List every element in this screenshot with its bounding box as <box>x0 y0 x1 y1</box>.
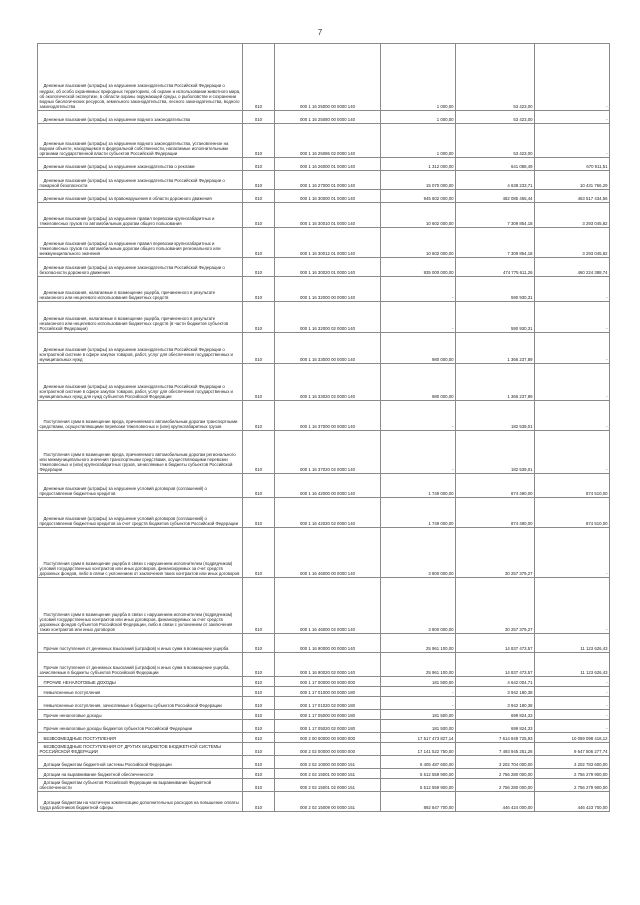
row-executed-cell: 30 257 379,27 <box>456 578 535 634</box>
row-unexecuted-cell: 3 293 045,82 <box>535 203 610 228</box>
row-name-cell <box>38 677 243 687</box>
row-kbk-cell: 000 2 02 10000 00 0000 151 <box>275 756 381 769</box>
row-executed-cell: 482 085 465,44 <box>456 190 535 203</box>
row-executed-cell: 446 424 000,00 <box>456 792 535 812</box>
table-row <box>38 498 610 528</box>
row-name-text: Денежные взыскания (штрафы) за нарушение законодательства Российской Федерации о недрах, об особо охраняемых природных территориях, об охране и использовании животного мира, об экологической экспертизе, в области охраны окружающей среды, о рыболовстве и сохранении водных биологических ресурсов, земельного законодательства, лесного законодательства, водного законодательства <box>39 83 241 110</box>
table-row <box>38 697 610 710</box>
table-row <box>38 687 610 697</box>
row-name-text: Прочие поступления от денежных взысканий (штрафов) и иных сумм в возмещение ущерба, зачисляемые в бюджеты субъектов Российской Федерации <box>39 665 230 676</box>
row-code-cell: 010 <box>243 710 275 720</box>
row-code-cell: 010 <box>243 474 275 498</box>
row-unexecuted-cell: - <box>535 431 610 474</box>
table-row <box>38 677 610 687</box>
row-name-cell <box>38 779 243 792</box>
table-row <box>38 743 610 756</box>
row-code-cell: 010 <box>243 302 275 333</box>
row-kbk-cell: 000 1 17 05000 00 0000 180 <box>275 710 381 720</box>
row-approved-cell: - <box>381 687 456 697</box>
row-name-cell <box>38 44 243 111</box>
row-executed-cell: 590 930,31 <box>456 302 535 333</box>
table-row <box>38 277 610 302</box>
row-executed-cell: 7 309 854,18 <box>456 203 535 228</box>
table-row <box>38 203 610 228</box>
row-name-text: Денежные взыскания (штрафы) за нарушение законодательства Российской Федерации о контрактной системе в сфере закупок товаров, работ, услуг для обеспечения государственных и муниципальных нужд <box>39 346 233 363</box>
row-name-text: Денежные взыскания (штрафы) за нарушение водного законодательства <box>43 117 191 123</box>
row-executed-cell: 874 490,00 <box>456 474 535 498</box>
row-code-cell: 010 <box>243 677 275 687</box>
row-name-cell <box>38 228 243 258</box>
table-row <box>38 653 610 677</box>
row-name-text: Поступления сумм в возмещение вреда, причиняемого автомобильным дорогам регионального или межмуниципального значения транспортными средствами, осуществляющими перевозки тяжеловесных и (или) крупногабаритных грузов, зачисляемые в бюджеты субъектов Российской Федерации <box>39 451 236 473</box>
row-code-cell: 010 <box>243 364 275 401</box>
row-kbk-cell: 000 1 16 30010 01 0000 140 <box>275 203 381 228</box>
row-kbk-cell: 000 2 02 15001 02 0000 151 <box>275 779 381 792</box>
row-approved-cell: 892 847 700,00 <box>381 792 456 812</box>
row-name-text: Денежные взыскания (штрафы) за нарушение правил перевозки крупногабаритных и тяжеловесных грузов по автомобильным дорогам общего пользования <box>39 216 215 227</box>
row-name-text: Денежные взыскания (штрафы) за нарушение законодательства Российской Федерации о контрактной системе в сфере закупок товаров, работ, услуг для обеспечения государственных и муниципальных нужд для нужд субъектов Российской Федерации <box>39 383 233 400</box>
row-executed-cell: 1 366 237,89 <box>456 364 535 401</box>
row-code-cell: 010 <box>243 44 275 111</box>
row-unexecuted-cell: - <box>535 710 610 720</box>
row-executed-cell: 590 930,31 <box>456 277 535 302</box>
row-name-text: Невыясненные поступления, зачисляемые в бюджеты субъектов Российской Федерации <box>43 703 222 709</box>
row-approved-cell: 1 749 000,00 <box>381 474 456 498</box>
row-kbk-cell: 000 1 16 33000 00 0000 140 <box>275 333 381 364</box>
row-name-text: Дотации бюджетам субъектов Российской Федерации на выравнивание бюджетной обеспеченности <box>39 780 212 791</box>
row-executed-cell: 3 942 180,38 <box>456 697 535 710</box>
row-name-cell <box>38 578 243 634</box>
row-kbk-cell: 000 1 17 05020 02 0000 180 <box>275 720 381 733</box>
row-code-cell: 010 <box>243 401 275 431</box>
table-row <box>38 124 610 158</box>
row-kbk-cell: 000 2 02 15009 00 0000 151 <box>275 792 381 812</box>
row-unexecuted-cell: 2 756 279 900,00 <box>535 769 610 779</box>
table-row <box>38 792 610 812</box>
row-kbk-cell: 000 1 16 46000 02 0000 140 <box>275 578 381 634</box>
table-row <box>38 779 610 792</box>
row-unexecuted-cell: 11 123 626,43 <box>535 634 610 653</box>
row-name-cell <box>38 171 243 190</box>
row-name-text: Денежные взыскания (штрафы) за нарушение законодательства Российской Федерации о пожарной безопасности <box>39 178 225 189</box>
row-code-cell: 010 <box>243 578 275 634</box>
row-approved-cell: 17 517 473 827,14 <box>381 733 456 743</box>
row-approved-cell: 6 405 487 600,00 <box>381 756 456 769</box>
row-unexecuted-cell: 9 647 506 277,74 <box>535 743 610 756</box>
row-executed-cell: 4 642 004,71 <box>456 677 535 687</box>
table-row <box>38 158 610 171</box>
row-executed-cell: 699 824,33 <box>456 720 535 733</box>
row-name-text: Невыясненные поступления <box>43 690 101 696</box>
row-name-cell <box>38 277 243 302</box>
row-code-cell: 010 <box>243 277 275 302</box>
row-name-text: Денежные взыскания (штрафы) за нарушение условий договоров (соглашений) о предоставлении бюджетных кредитов за счет средств бюджетов субъектов Российской Федерации <box>39 516 238 527</box>
row-name-text: Поступления сумм в возмещение вреда, причиняемого автомобильным дорогам транспортными средствами, осуществляющими перевозки тяжеловесных и (или) крупногабаритных грузов <box>39 419 238 430</box>
row-approved-cell: 980 000,00 <box>381 364 456 401</box>
row-kbk-cell: 000 1 16 90000 00 0000 140 <box>275 634 381 653</box>
row-kbk-cell: 000 1 16 26000 01 0000 140 <box>275 158 381 171</box>
row-approved-cell: 1 000,00 <box>381 44 456 111</box>
row-unexecuted-cell: 874 510,00 <box>535 474 610 498</box>
row-code-cell: 010 <box>243 634 275 653</box>
row-code-cell: 010 <box>243 756 275 769</box>
row-approved-cell: 25 961 100,00 <box>381 634 456 653</box>
revenue-table <box>37 43 610 812</box>
table-row <box>38 710 610 720</box>
row-unexecuted-cell: - <box>535 528 610 578</box>
row-kbk-cell: 000 1 16 30000 01 0000 140 <box>275 190 381 203</box>
row-executed-cell: 30 257 379,27 <box>456 528 535 578</box>
row-name-text: Прочие неналоговые доходы бюджетов субъектов Российской Федерации <box>43 726 192 732</box>
row-name-text: Прочие неналоговые доходы <box>43 713 102 719</box>
row-name-text: Денежные взыскания (штрафы) за нарушение условий договоров (соглашений) о предоставлении бюджетных кредитов <box>39 486 207 497</box>
row-executed-cell: 182 539,01 <box>456 431 535 474</box>
row-kbk-cell: 000 1 17 01000 00 0000 180 <box>275 687 381 697</box>
table-row <box>38 733 610 743</box>
row-code-cell: 010 <box>243 498 275 528</box>
row-unexecuted-cell: 3 202 783 600,00 <box>535 756 610 769</box>
row-executed-cell: 53 423,00 <box>456 124 535 158</box>
row-approved-cell: 1 000,00 <box>381 124 456 158</box>
row-executed-cell: 2 756 280 000,00 <box>456 779 535 792</box>
row-name-cell <box>38 733 243 743</box>
row-name-cell <box>38 697 243 710</box>
row-kbk-cell: 000 1 16 25080 00 0000 140 <box>275 111 381 124</box>
row-code-cell: 010 <box>243 733 275 743</box>
row-executed-cell: 874 490,00 <box>456 498 535 528</box>
row-approved-cell: - <box>381 697 456 710</box>
revenue-table-body <box>38 44 610 812</box>
row-code-cell: 010 <box>243 124 275 158</box>
row-unexecuted-cell: 10 431 766,29 <box>535 171 610 190</box>
row-name-cell <box>38 634 243 653</box>
row-unexecuted-cell: - <box>535 333 610 364</box>
row-code-cell: 010 <box>243 158 275 171</box>
row-unexecuted-cell: - <box>535 578 610 634</box>
row-kbk-cell: 000 1 17 01020 02 0000 180 <box>275 697 381 710</box>
table-row <box>38 258 610 277</box>
row-approved-cell: 980 000,00 <box>381 333 456 364</box>
row-name-cell <box>38 190 243 203</box>
row-name-cell <box>38 158 243 171</box>
row-kbk-cell: 000 1 16 25000 00 0000 140 <box>275 44 381 111</box>
row-unexecuted-cell: - <box>535 302 610 333</box>
row-code-cell: 010 <box>243 171 275 190</box>
row-kbk-cell: 000 1 16 32000 02 0000 140 <box>275 302 381 333</box>
row-name-text: Поступления сумм в возмещение ущерба в связи с нарушением исполнителем (подрядчиком) условий государственных контрактов или иных договоров, финансируемых за счет средств дорожных фондов субъектов Российской Федерации, либо в связи с уклонением от заключения таких контрактов или иных договоров <box>39 611 233 633</box>
row-executed-cell: 4 638 233,71 <box>456 171 535 190</box>
row-unexecuted-cell: - <box>535 720 610 733</box>
table-row <box>38 111 610 124</box>
row-approved-cell: 5 512 559 900,00 <box>381 779 456 792</box>
row-executed-cell: 3 202 704 000,00 <box>456 756 535 769</box>
table-row <box>38 756 610 769</box>
table-row <box>38 364 610 401</box>
row-kbk-cell: 000 1 16 32000 00 0000 140 <box>275 277 381 302</box>
table-row <box>38 333 610 364</box>
row-approved-cell: 3 800 000,00 <box>381 528 456 578</box>
row-executed-cell: 14 837 473,57 <box>456 653 535 677</box>
row-kbk-cell: 000 1 16 25086 02 0000 140 <box>275 124 381 158</box>
row-executed-cell: 53 423,00 <box>456 44 535 111</box>
row-code-cell: 010 <box>243 203 275 228</box>
row-code-cell: 010 <box>243 258 275 277</box>
row-executed-cell: 14 837 473,57 <box>456 634 535 653</box>
row-name-cell <box>38 474 243 498</box>
row-name-text: Прочие поступления от денежных взысканий (штрафов) и иных сумм в возмещение ущерба <box>43 646 229 652</box>
row-unexecuted-cell: - <box>535 277 610 302</box>
row-unexecuted-cell: - <box>535 677 610 687</box>
row-unexecuted-cell: - <box>535 401 610 431</box>
row-approved-cell: 1 000,00 <box>381 111 456 124</box>
row-kbk-cell: 000 1 16 33020 02 0000 140 <box>275 364 381 401</box>
row-name-cell <box>38 124 243 158</box>
row-code-cell: 010 <box>243 720 275 733</box>
row-unexecuted-cell: 10 059 098 416,12 <box>535 733 610 743</box>
row-name-text: БЕЗВОЗМЕЗДНЫЕ ПОСТУПЛЕНИЯ <box>43 736 116 742</box>
row-approved-cell: 3 800 000,00 <box>381 578 456 634</box>
row-name-cell <box>38 710 243 720</box>
row-name-cell <box>38 653 243 677</box>
row-approved-cell: 1 749 000,00 <box>381 498 456 528</box>
row-kbk-cell: 000 1 17 00000 00 0000 000 <box>275 677 381 687</box>
row-approved-cell: 10 602 000,00 <box>381 228 456 258</box>
row-code-cell: 010 <box>243 697 275 710</box>
row-code-cell: 010 <box>243 333 275 364</box>
row-approved-cell: - <box>381 401 456 431</box>
table-row <box>38 171 610 190</box>
table-row <box>38 474 610 498</box>
table-row <box>38 401 610 431</box>
row-approved-cell: - <box>381 277 456 302</box>
row-name-text: ПРОЧИЕ НЕНАЛОГОВЫЕ ДОХОДЫ <box>43 680 116 686</box>
row-name-cell <box>38 769 243 779</box>
row-approved-cell: 1 312 000,00 <box>381 158 456 171</box>
row-name-cell <box>38 743 243 756</box>
row-executed-cell: 474 775 611,26 <box>456 258 535 277</box>
row-approved-cell: - <box>381 431 456 474</box>
row-name-cell <box>38 364 243 401</box>
row-name-cell <box>38 528 243 578</box>
row-unexecuted-cell: - <box>535 364 610 401</box>
table-row <box>38 302 610 333</box>
table-row <box>38 720 610 733</box>
row-kbk-cell: 000 2 02 00000 00 0000 000 <box>275 743 381 756</box>
row-name-text: БЕЗВОЗМЕЗДНЫЕ ПОСТУПЛЕНИЯ ОТ ДРУГИХ БЮДЖЕТОВ БЮДЖЕТНОЙ СИСТЕМЫ РОССИЙСКОЙ ФЕДЕРАЦИИ <box>39 744 221 755</box>
row-name-cell <box>38 431 243 474</box>
row-unexecuted-cell: 874 510,00 <box>535 498 610 528</box>
row-approved-cell: 181 500,00 <box>381 720 456 733</box>
row-unexecuted-cell: - <box>535 111 610 124</box>
row-name-text: Денежные взыскания (штрафы) за правонарушения в области дорожного движения <box>43 196 212 202</box>
row-executed-cell: 182 539,01 <box>456 401 535 431</box>
row-name-cell <box>38 258 243 277</box>
row-name-cell <box>38 498 243 528</box>
row-unexecuted-cell: 446 423 700,00 <box>535 792 610 812</box>
table-row <box>38 228 610 258</box>
table-row <box>38 190 610 203</box>
row-code-cell: 010 <box>243 228 275 258</box>
row-unexecuted-cell: - <box>535 697 610 710</box>
row-unexecuted-cell: - <box>535 687 610 697</box>
row-approved-cell: 15 070 000,00 <box>381 171 456 190</box>
row-name-text: Поступления сумм в возмещение ущерба в связи с нарушением исполнителем (подрядчиком) условий государственных контрактов или иных договоров, финансируемых за счет средств дорожных фондов, либо в связи с уклонением от заключения таких контрактов или иных договоров <box>39 560 240 577</box>
row-name-cell <box>38 333 243 364</box>
row-kbk-cell: 000 1 16 30012 01 0000 140 <box>275 228 381 258</box>
row-approved-cell: 181 500,00 <box>381 710 456 720</box>
row-executed-cell: 699 824,33 <box>456 710 535 720</box>
row-approved-cell: 181 500,00 <box>381 677 456 687</box>
row-name-cell <box>38 792 243 812</box>
row-executed-cell: 7 614 949 725,93 <box>456 733 535 743</box>
table-row <box>38 769 610 779</box>
row-name-text: Дотации бюджетам на частичную компенсацию дополнительных расходов на повышение оплаты труда работников бюджетной сферы <box>39 800 239 811</box>
row-name-cell <box>38 687 243 697</box>
row-approved-cell: 945 602 000,00 <box>381 190 456 203</box>
row-unexecuted-cell: 11 123 626,43 <box>535 653 610 677</box>
row-code-cell: 010 <box>243 779 275 792</box>
table-row <box>38 431 610 474</box>
row-name-text: Денежные взыскания (штрафы) за нарушение законодательства Российской Федерации о безопасности дорожного движения <box>39 265 225 276</box>
row-kbk-cell: 000 1 16 30020 01 0000 140 <box>275 258 381 277</box>
row-code-cell: 010 <box>243 769 275 779</box>
row-name-text: Денежные взыскания (штрафы) за нарушение законодательства о рекламе <box>43 164 195 170</box>
row-kbk-cell: 000 1 16 42020 02 0000 140 <box>275 498 381 528</box>
row-code-cell: 010 <box>243 431 275 474</box>
row-code-cell: 010 <box>243 743 275 756</box>
row-name-cell <box>38 302 243 333</box>
row-unexecuted-cell: 2 756 279 900,00 <box>535 779 610 792</box>
row-kbk-cell: 000 1 16 37020 02 0000 140 <box>275 431 381 474</box>
table-row <box>38 578 610 634</box>
row-name-cell <box>38 203 243 228</box>
row-executed-cell: 3 942 180,38 <box>456 687 535 697</box>
table-row <box>38 44 610 111</box>
row-code-cell: 010 <box>243 792 275 812</box>
row-kbk-cell: 000 1 16 46000 00 0000 140 <box>275 528 381 578</box>
row-code-cell: 010 <box>243 111 275 124</box>
table-row <box>38 528 610 578</box>
row-approved-cell: 5 512 559 900,00 <box>381 769 456 779</box>
row-approved-cell: - <box>381 302 456 333</box>
row-unexecuted-cell: 460 224 388,74 <box>535 258 610 277</box>
row-unexecuted-cell: 463 517 434,56 <box>535 190 610 203</box>
row-name-text: Денежные взыскания, налагаемые в возмещение ущерба, причиненного в результате незаконного или нецелевого использования бюджетных средств (в части бюджетов субъектов Российской Федерации) <box>39 315 229 332</box>
row-executed-cell: 53 423,00 <box>456 111 535 124</box>
row-unexecuted-cell: 3 293 045,82 <box>535 228 610 258</box>
row-code-cell: 010 <box>243 190 275 203</box>
row-approved-cell: 25 961 100,00 <box>381 653 456 677</box>
row-name-cell <box>38 756 243 769</box>
row-code-cell: 010 <box>243 528 275 578</box>
row-name-text: Денежные взыскания (штрафы) за нарушение правил перевозки крупногабаритных и тяжеловесных грузов по автомобильным дорогам общего пользования регионального или межмуниципального значения <box>39 240 221 257</box>
row-approved-cell: 10 602 000,00 <box>381 203 456 228</box>
row-name-text: Дотации на выравнивание бюджетной обеспеченности <box>43 772 154 778</box>
row-name-text: Денежные взыскания, налагаемые в возмещение ущерба, причиненного в результате незаконного или нецелевого использования бюджетных средств <box>39 290 216 301</box>
page-number: 7 <box>317 28 323 37</box>
row-unexecuted-cell: - <box>535 44 610 111</box>
row-approved-cell: 17 141 522 750,00 <box>381 743 456 756</box>
row-kbk-cell: 000 2 02 15001 00 0000 151 <box>275 769 381 779</box>
row-code-cell: 010 <box>243 687 275 697</box>
row-approved-cell: 935 000 000,00 <box>381 258 456 277</box>
row-kbk-cell: 000 1 16 90020 02 0000 140 <box>275 653 381 677</box>
row-kbk-cell: 000 1 16 42000 00 0000 140 <box>275 474 381 498</box>
row-code-cell: 010 <box>243 653 275 677</box>
row-name-text: Дотации бюджетам бюджетной системы Российской Федерации <box>43 762 172 768</box>
row-executed-cell: 2 756 280 000,00 <box>456 769 535 779</box>
row-name-cell <box>38 111 243 124</box>
row-unexecuted-cell: - <box>535 124 610 158</box>
row-name-cell <box>38 720 243 733</box>
row-executed-cell: 641 088,49 <box>456 158 535 171</box>
row-executed-cell: 7 309 854,18 <box>456 228 535 258</box>
row-kbk-cell: 000 1 16 27000 01 0000 140 <box>275 171 381 190</box>
row-unexecuted-cell: 670 911,51 <box>535 158 610 171</box>
row-name-text: Денежные взыскания (штрафы) за нарушение водного законодательства, установленное на водном объекте, находящемся в федеральной собственности, налагаемые исполнительными органами государственной власти субъектов Российской Федерации <box>39 140 229 157</box>
row-name-cell <box>38 401 243 431</box>
row-executed-cell: 7 493 945 251,26 <box>456 743 535 756</box>
row-kbk-cell: 000 2 00 00000 00 0000 000 <box>275 733 381 743</box>
table-row <box>38 634 610 653</box>
row-executed-cell: 1 366 237,89 <box>456 333 535 364</box>
row-kbk-cell: 000 1 16 37000 00 0000 140 <box>275 401 381 431</box>
